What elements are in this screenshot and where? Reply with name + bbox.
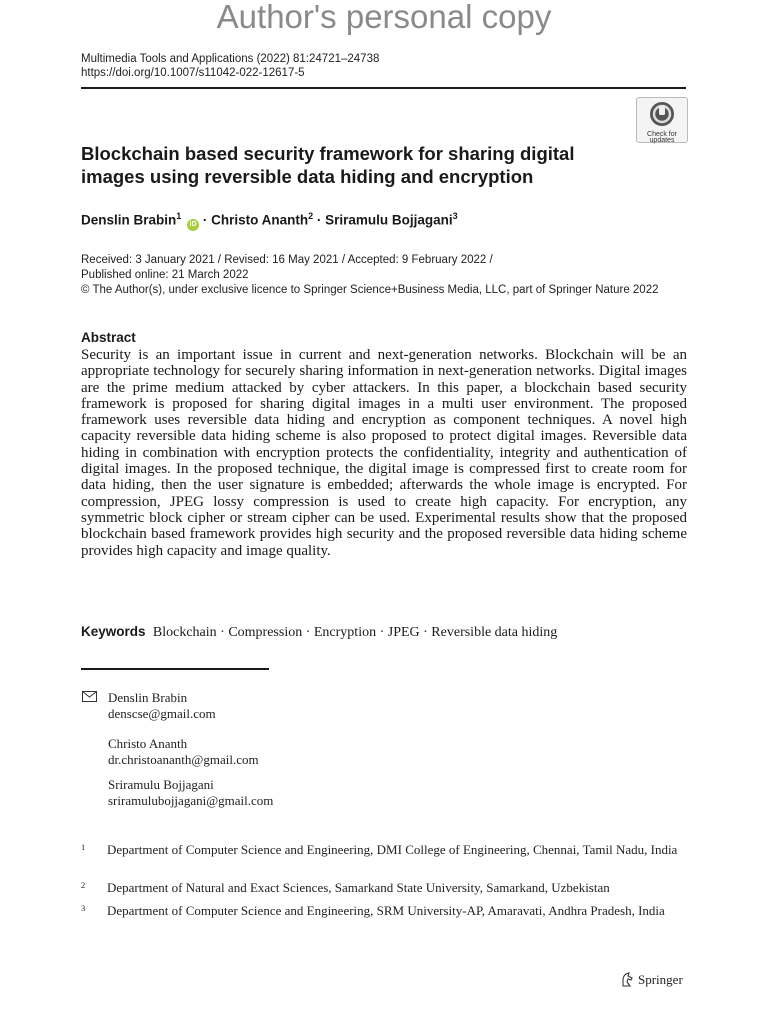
affiliation-text: Department of Computer Science and Engineering, DMI College of Engineering, Chennai, Tamil Nadu, India [107, 842, 678, 857]
author-name[interactable]: Christo Ananth [211, 212, 309, 228]
affiliation-text: Department of Natural and Exact Sciences, Samarkand State University, Samarkand, Uzbekistan [107, 880, 610, 895]
contact-entry [108, 736, 259, 767]
footnote-rule [81, 668, 269, 670]
abstract-text: Security is an important issue in current and next-generation networks. Blockchain will be an appropriate technology for securely sharing information in next-generation networks. Digital images are the prime medium attacked by cyber attackers. In this paper, a blockchain based security framework is proposed for sharing digital images in a multi user environment. The proposed framework uses reversible data hiding and encryption as component techniques. A novel high capacity reversible data hiding scheme is also proposed to protect digital images. Reversible data hiding in combination with encryption protects the confidentiality, integrity and authentication of digital images. In the proposed technique, the digital image is compressed first to create room for data hiding, then the user signature is embedded; afterwards the whole image is encrypted. For compression, JPEG lossy compression is used to create high capacity. For encryption, any symmetric block cipher or stream cipher can be used. Experimental results show that the proposed blockchain based framework provides high security and the proposed reversible data hiding scheme provides high capacity and image quality. [81, 347, 687, 559]
affiliation-text: Department of Computer Science and Engineering, SRM University-AP, Amaravati, Andhra Pradesh, India [107, 903, 665, 918]
keywords-line [81, 624, 557, 641]
author-name[interactable]: Denslin Brabin [81, 212, 177, 228]
author-affiliation-ref: 3 [452, 211, 458, 221]
orcid-icon[interactable]: iD [187, 219, 199, 231]
contact-name: Christo Ananth [108, 736, 188, 751]
watermark: Author's personal copy [216, 0, 552, 35]
check-for-updates-icon [649, 101, 675, 127]
author-separator: · [316, 212, 322, 228]
affiliation-number: 3 [81, 903, 86, 913]
contact-name: Denslin Brabin [108, 690, 188, 705]
author-affiliation-ref: 1 [176, 211, 182, 221]
author-separator: · [202, 212, 208, 228]
header-rule [81, 87, 686, 89]
article-history [81, 253, 691, 298]
check-for-updates-badge[interactable] [636, 97, 688, 143]
journal-citation: Multimedia Tools and Applications (2022) 81:24721–24738 [81, 53, 380, 65]
published-online: Published online: 21 March 2022 [81, 269, 249, 281]
contact-email[interactable]: sriramulubojjagani@gmail.com [108, 792, 274, 808]
doi-link[interactable]: https://doi.org/10.1007/s11042-022-12617-5 [81, 67, 305, 79]
affiliation-number: 2 [81, 880, 86, 890]
contact-entry [108, 777, 273, 808]
contact-email[interactable]: denscse@gmail.com [108, 705, 216, 721]
author-list [81, 211, 458, 231]
keywords-list: Blockchain · Compression · Encryption · JPEG · Reversible data hiding [152, 625, 558, 640]
envelope-icon [82, 691, 97, 702]
keywords-label: Keywords [81, 624, 146, 639]
contact-entry [108, 690, 216, 721]
contact-name: Sriramulu Bojjagani [108, 777, 214, 792]
affiliation-entry [81, 880, 691, 896]
abstract-heading: Abstract [81, 330, 136, 345]
paper-title: Blockchain based security framework for sharing digital images using reversible data hiding and encryption [81, 143, 575, 187]
copyright-line: © The Author(s), under exclusive licence to Springer Science+Business Media, LLC, part of Springer Nature 2022 [81, 284, 659, 296]
contact-email[interactable]: dr.christoananth@gmail.com [108, 751, 259, 767]
affiliation-entry [81, 842, 691, 858]
publisher-name: Springer [638, 972, 683, 987]
springer-horse-icon [620, 972, 635, 987]
badge-line1: Check for [647, 131, 677, 138]
badge-line2: updates [649, 137, 675, 144]
history-dates: Received: 3 January 2021 / Revised: 16 May 2021 / Accepted: 9 February 2022 / [81, 254, 493, 266]
publisher-logo [620, 972, 683, 988]
author-name[interactable]: Sriramulu Bojjagani [325, 212, 453, 228]
affiliation-number: 1 [81, 842, 86, 852]
journal-header [81, 52, 379, 80]
author-affiliation-ref: 2 [308, 211, 314, 221]
affiliation-entry [81, 903, 691, 919]
